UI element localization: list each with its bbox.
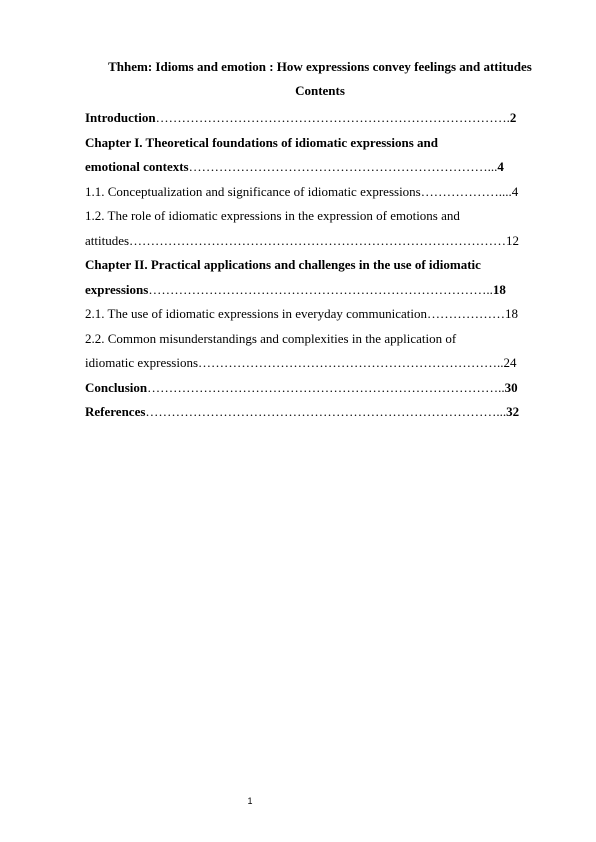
toc-page-number: 2 — [509, 110, 517, 125]
toc-entry — [85, 327, 555, 352]
toc-page-number: 18 — [505, 306, 519, 321]
toc-entry — [85, 180, 555, 205]
toc-entry — [85, 155, 555, 180]
toc-page-number: 30 — [504, 379, 518, 395]
toc-entry-text: expressions — [85, 281, 149, 297]
toc-page-number: 4 — [497, 159, 504, 174]
toc-leader-dots: ……………………………………………………………... — [188, 159, 498, 174]
toc-entry — [85, 229, 555, 254]
toc-leader-dots: ………………………………………………………………………. — [155, 110, 510, 125]
toc-entry — [85, 302, 555, 327]
toc-leader-dots: ……………… — [427, 306, 506, 321]
toc-entry — [85, 351, 555, 376]
page-number: 1 — [247, 796, 253, 806]
toc-entry-text: Chapter I. Theoretical foundations of idiomatic expressions and — [85, 134, 438, 150]
toc-entry — [85, 106, 555, 131]
toc-leader-dots: ……………………………………………………………………….. — [147, 379, 505, 395]
toc-entry-text: 2.2. Common misunderstandings and complexities in the application of — [85, 330, 457, 346]
toc-entry-text: 2.1. The use of idiomatic expressions in everyday communication — [85, 306, 428, 321]
document-title: Thhem: Idioms and emotion : How expressions convey feelings and attitudes — [108, 59, 532, 74]
toc-entry-text: attitudes — [85, 232, 130, 248]
toc-page-number: 24 — [503, 355, 517, 370]
toc-leader-dots: …………………………………………………………………….. — [148, 281, 493, 297]
toc-entry — [85, 278, 555, 303]
table-of-contents — [85, 106, 555, 425]
toc-entry-text: Conclusion — [85, 379, 148, 395]
toc-page-number: 18 — [492, 281, 506, 297]
toc-entry-text: 1.2. The role of idiomatic expressions in the expression of emotions and — [85, 208, 460, 223]
contents-heading: Contents — [295, 83, 345, 98]
toc-entry-text: Introduction — [85, 110, 156, 125]
toc-entry-text: Chapter II. Practical applications and challenges in the use of idiomatic — [85, 257, 481, 272]
toc-page-number: 4 — [511, 183, 519, 199]
toc-entry-text: 1.1. Conceptualization and significance of idiomatic expressions — [85, 183, 421, 199]
toc-entry-text: idiomatic expressions — [85, 355, 199, 370]
toc-entry — [85, 253, 555, 278]
toc-leader-dots: …………………………………………………………….. — [198, 355, 504, 370]
toc-page-number: 12 — [506, 232, 520, 248]
toc-leader-dots: ………………………………………………………………………... — [145, 404, 507, 419]
toc-entry — [85, 204, 555, 229]
toc-entry — [85, 131, 555, 156]
toc-leader-dots: ……………….... — [420, 183, 512, 199]
toc-entry — [85, 400, 555, 425]
toc-entry-text: References — [85, 404, 146, 419]
toc-leader-dots: …………………………………………………………………………… — [129, 232, 507, 248]
toc-entry-text: emotional contexts — [85, 159, 189, 174]
toc-page-number: 32 — [506, 404, 520, 419]
toc-entry — [85, 376, 555, 401]
